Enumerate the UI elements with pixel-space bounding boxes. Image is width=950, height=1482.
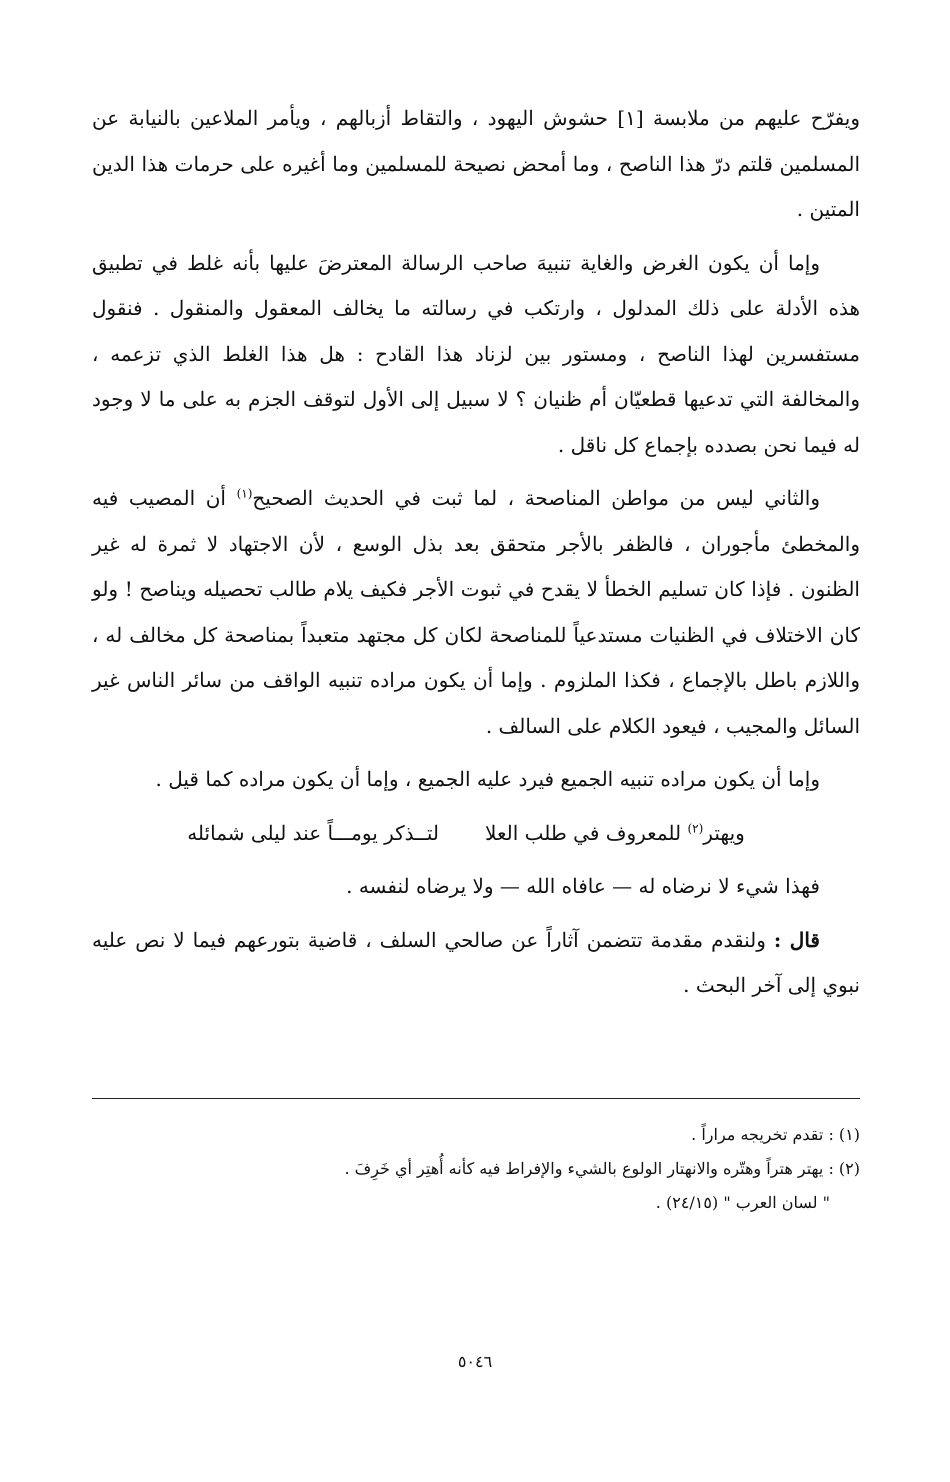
- footnote-2-citation: " لسان العرب " (٢٤/١٥) .: [655, 1193, 830, 1212]
- poetry-verse: [92, 811, 860, 857]
- paragraph-6-lead: قال :: [773, 927, 820, 952]
- verse-first-text-a: ويهتر: [703, 820, 745, 845]
- footnote-2: (٢) : يهتر هتراً وهتّره والانهتار الولوع بالشيء والإفراط فيه كأنه أُهتِر أي خَرِفَ .: [344, 1159, 860, 1178]
- footnote-separator: [92, 1098, 860, 1099]
- paragraph-2: وإما أن يكون الغرض والغاية تنبيهَ صاحب الرسالة المعترضَ عليها بأنه غلط في تطبيق هذه الأدلة على ذلك المدلول ، وارتكب في رسالته ما يخالف المعقول والمنقول . فنقول مستفسرين لهذا الناصح ، ومستور بين لزناد هذا القادح : هل هذا الغلط الذي تزعمه ، والمخالفة التي تدعيها قطعيّان أم ظنيان ؟ لا سبيل إلى الأول لتوقف الجزم به على ما لا وجود له فيما نحن بصدده بإجماع كل ناقل .: [92, 250, 860, 457]
- footnote-1: (١) : تقدم تخريجه مراراً .: [691, 1125, 860, 1144]
- footnote-ref-1: (١): [236, 486, 253, 501]
- verse-second-hemistich: لتــذكر يومـــاً عند ليلى شمائله: [187, 820, 440, 845]
- verse-first-hemistich: [485, 811, 745, 857]
- paragraph-6-text: ولنقدم مقدمة تتضمن آثاراً عن صالحي السلف ، قاضية بتورعهم فيما لا نص عليه نبوي إلى آخر البحث .: [92, 927, 860, 997]
- paragraph-1: ويفرّح عليهم من ملابسة [١] حشوش اليهود ، والتقاط أزبالهم ، ويأمر الملاعين بالنيابة عن المسلمين قلتم درّ هذا الناصح ، وما أمحض نصيحة للمسلمين وما أغيره على حرمات هذا الدين المتين .: [92, 106, 860, 221]
- paragraph-3-text-b: أن المصيب فيه والمخطئ مأجوران ، فالظفر بالأجر متحقق بعد بذل الوسع ، لأن الاجتهاد لا ثمرة له غير الظنون . فإذا كان تسليم الخطأ لا يقدح في ثبوت الأجر فكيف يلام طالب تحصيله ويناصح ! ولو كان الاختلاف في الظنيات مستدعياً للمناصحة لكان كل مجتهد متعبداً بمناصحة كل مخالف له ، واللازم باطل بالإجماع ، فكذا الملزوم . وإما أن يكون مراده تنبيه الواقف من سائر الناس غير السائل والمجيب ، فيعود الكلام على السالف .: [92, 486, 860, 738]
- main-text: [92, 96, 860, 1017]
- paragraph-4: وإما أن يكون مراده تنبيه الجميع فيرد عليه الجميع ، وإما أن يكون مراده كما قيل .: [155, 767, 820, 791]
- paragraph-3-text-a: والثاني ليس من مواطن المناصحة ، لما ثبت في الحديث الصحيح: [252, 486, 820, 510]
- paragraph-6: [92, 918, 860, 1009]
- paragraph-5: فهذا شيء لا نرضاه له — عافاه الله — ولا يرضاه لنفسه .: [346, 874, 820, 898]
- footnotes: [92, 1118, 860, 1220]
- footnote-ref-2: (٢): [687, 820, 704, 835]
- page-number: ٥٠٤٦: [457, 1352, 493, 1371]
- verse-first-text-b: للمعروف في طلب العلا: [485, 820, 688, 845]
- paragraph-3: [92, 476, 860, 749]
